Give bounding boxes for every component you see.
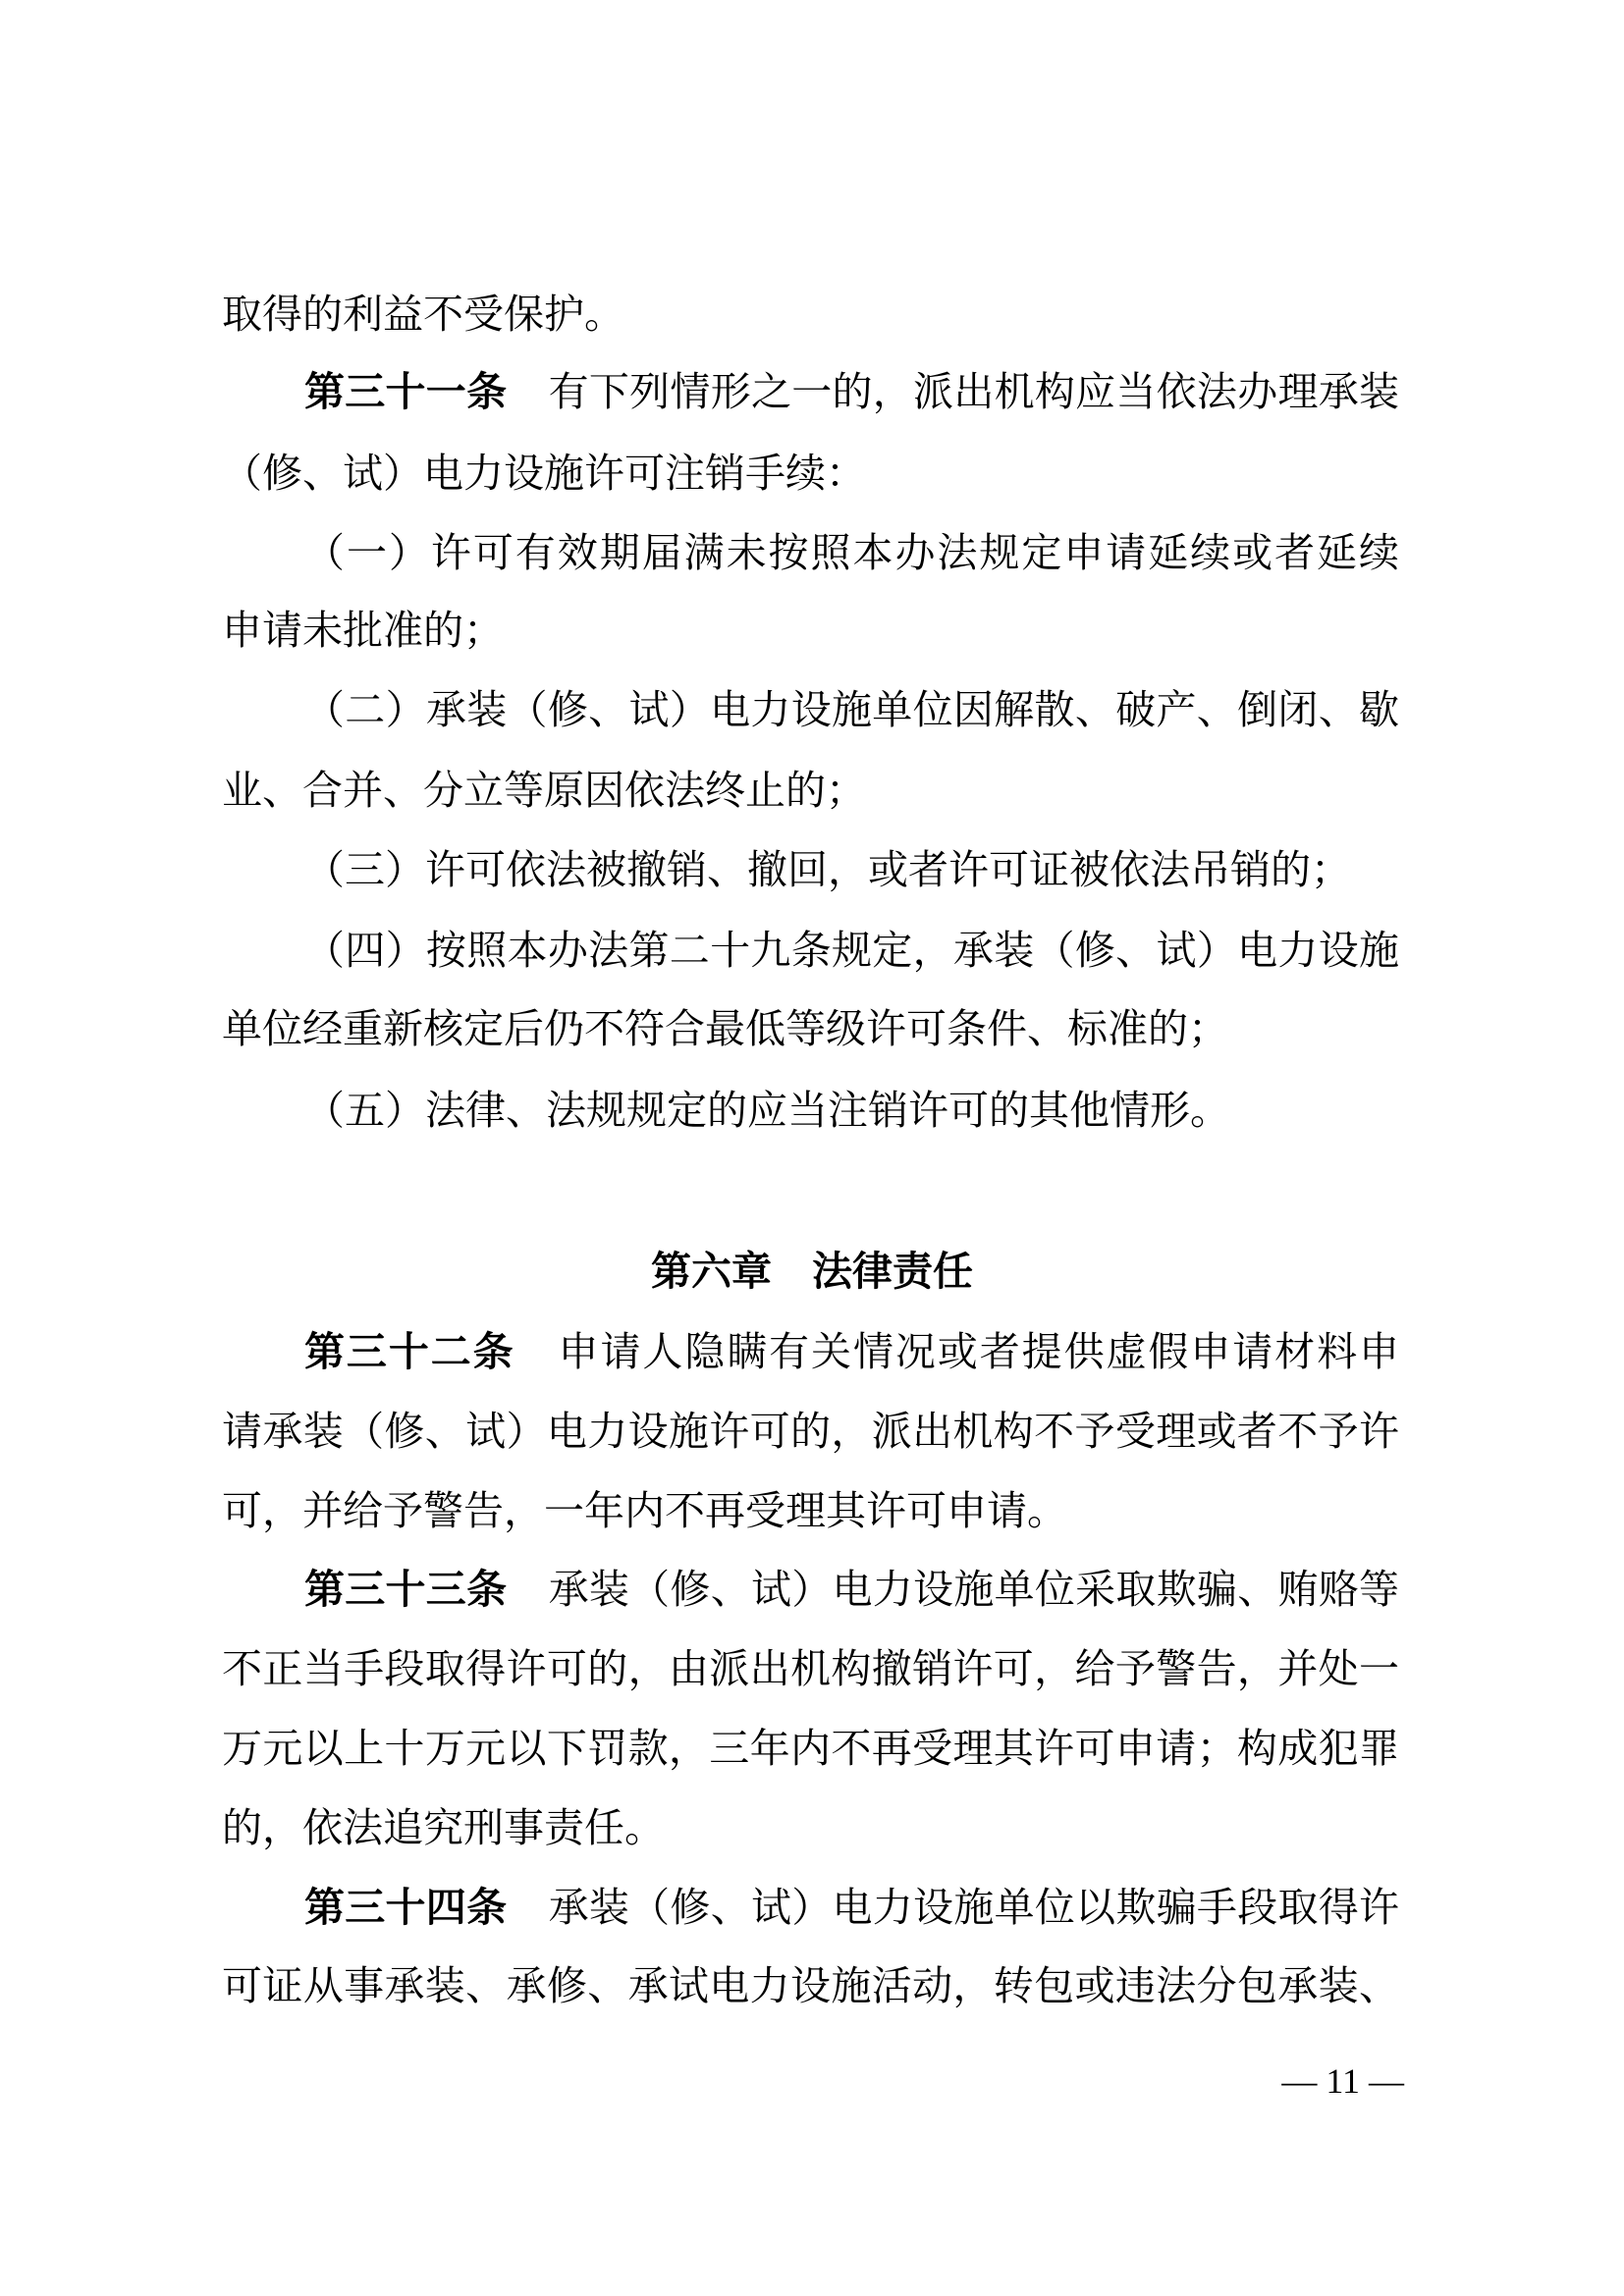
article-34-label: 第三十四条 [304, 1884, 508, 1931]
article-33-label: 第三十三条 [304, 1566, 508, 1613]
page-number: — 11 — [1281, 2061, 1404, 2101]
paragraph-line: 不正当手段取得许可的，由派出机构撤销许可，给予警告，并处一 [222, 1645, 1399, 1692]
list-item-1: （一）许可有效期届满未按照本办法规定申请延续或者延续 [304, 529, 1399, 576]
paragraph-line: 的，依法追究刑事责任。 [222, 1804, 665, 1851]
list-item-3: （三）许可依法被撤销、撤回，或者许可证被依法吊销的； [304, 846, 1351, 893]
article-34-text: 承装（修、试）电力设施单位以欺骗手段取得许 [548, 1884, 1400, 1931]
list-item-5: （五）法律、法规规定的应当注销许可的其他情形。 [304, 1087, 1230, 1134]
list-item-4-cont: 单位经重新核定后仍不符合最低等级许可条件、标准的； [222, 1005, 1228, 1052]
list-item-2: （二）承装（修、试）电力设施单位因解散、破产、倒闭、歇 [304, 686, 1399, 733]
list-item-4: （四）按照本办法第二十九条规定，承装（修、试）电力设施 [304, 927, 1399, 974]
paragraph-line: （修、试）电力设施许可注销手续： [222, 450, 866, 497]
paragraph-line: 可，并给予警告，一年内不再受理其许可申请。 [222, 1487, 1067, 1534]
chapter-heading: 第六章 法律责任 [651, 1248, 973, 1295]
paragraph-line: 万元以上十万元以下罚款，三年内不再受理其许可申请；构成犯罪 [222, 1725, 1399, 1772]
list-item-1-cont: 申请未批准的； [222, 607, 504, 654]
article-33-first-line [222, 1568, 1399, 1611]
article-31-label: 第三十一条 [304, 368, 508, 415]
article-32-text: 申请人隐瞒有关情况或者提供虚假申请材料申 [556, 1328, 1400, 1375]
paragraph-line: 请承装（修、试）电力设施许可的，派出机构不予受理或者不予许 [222, 1408, 1399, 1455]
paragraph-line: 取得的利益不受保护。 [222, 291, 624, 338]
article-31-text: 有下列情形之一的，派出机构应当依法办理承装 [548, 368, 1400, 415]
article-34-first-line [222, 1886, 1399, 1929]
list-item-2-cont: 业、合并、分立等原因依法终止的； [222, 767, 866, 814]
article-31-first-line [222, 370, 1399, 413]
article-32-first-line [222, 1330, 1399, 1373]
paragraph-line: 可证从事承装、承修、承试电力设施活动，转包或违法分包承装、 [222, 1962, 1399, 2009]
article-32-label: 第三十二条 [304, 1328, 515, 1375]
article-33-text: 承装（修、试）电力设施单位采取欺骗、贿赂等 [548, 1566, 1400, 1613]
